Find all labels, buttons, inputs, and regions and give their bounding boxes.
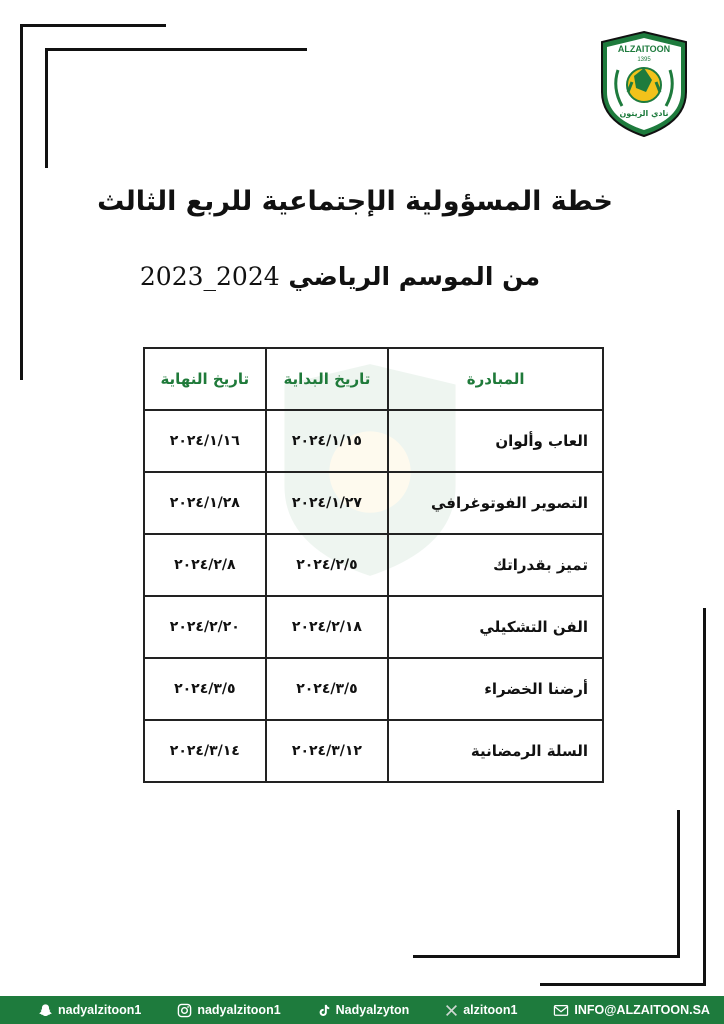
end-date-cell: ٢٠٢٤/٣/١٤ <box>144 720 266 782</box>
x-handle: alzitoon1 <box>463 1003 518 1017</box>
instagram-handle: nadyalzitoon1 <box>197 1003 281 1017</box>
season-years: 2023_2024 <box>139 262 280 291</box>
corner-line <box>677 810 680 958</box>
club-logo <box>596 30 692 138</box>
initiative-cell: تميز بقدراتك <box>388 534 603 596</box>
end-date-cell: ٢٠٢٤/٢/٢٠ <box>144 596 266 658</box>
start-date-cell: ٢٠٢٤/١/٢٧ <box>266 472 389 534</box>
initiative-cell: السلة الرمضانية <box>388 720 603 782</box>
footer-snapchat[interactable] <box>38 1003 141 1018</box>
header-start-date: تاريخ البداية <box>266 348 389 410</box>
corner-line <box>413 955 680 958</box>
contact-footer <box>0 996 724 1024</box>
corner-line <box>703 608 706 986</box>
end-date-cell: ٢٠٢٤/١/٢٨ <box>144 472 266 534</box>
start-date-cell: ٢٠٢٤/٣/٥ <box>266 658 389 720</box>
initiative-cell: التصوير الفوتوغرافي <box>388 472 603 534</box>
logo-name: ALZAITOON <box>617 44 671 54</box>
corner-line <box>45 48 48 168</box>
initiative-cell: العاب وألوان <box>388 410 603 472</box>
initiatives-table <box>143 347 604 783</box>
header-initiative: المبادرة <box>388 348 603 410</box>
table-row <box>144 720 603 782</box>
table-row <box>144 472 603 534</box>
start-date-cell: ٢٠٢٤/٢/٥ <box>266 534 389 596</box>
footer-x[interactable] <box>445 1003 517 1017</box>
start-date-cell: ٢٠٢٤/٣/١٢ <box>266 720 389 782</box>
email-address: INFO@ALZAITOON.SA <box>574 1003 710 1017</box>
instagram-icon <box>177 1003 192 1018</box>
footer-tiktok[interactable] <box>317 1003 410 1018</box>
corner-line <box>20 24 166 27</box>
corner-line <box>20 24 23 380</box>
logo-year: 1395 <box>637 57 651 63</box>
initiative-cell: الفن التشكيلي <box>388 596 603 658</box>
end-date-cell: ٢٠٢٤/٢/٨ <box>144 534 266 596</box>
end-date-cell: ٢٠٢٤/١/١٦ <box>144 410 266 472</box>
table-row <box>144 534 603 596</box>
tiktok-icon <box>317 1003 331 1018</box>
end-date-cell: ٢٠٢٤/٣/٥ <box>144 658 266 720</box>
tiktok-handle: Nadyalzyton <box>335 1003 410 1017</box>
start-date-cell: ٢٠٢٤/١/١٥ <box>266 410 389 472</box>
table-row <box>144 658 603 720</box>
table-row <box>144 410 603 472</box>
footer-instagram[interactable] <box>177 1003 280 1018</box>
logo-arabic: نادي الزيتون <box>619 109 669 118</box>
page-title: خطة المسؤولية الإجتماعية للربع الثالث <box>97 186 613 217</box>
table-row <box>144 596 603 658</box>
initiative-cell: أرضنا الخضراء <box>388 658 603 720</box>
header-end-date: تاريخ النهاية <box>144 348 266 410</box>
corner-line <box>540 983 706 986</box>
table-header-row <box>144 348 603 410</box>
corner-line <box>45 48 307 51</box>
x-icon <box>445 1004 458 1017</box>
snapchat-handle: nadyalzitoon1 <box>58 1003 142 1017</box>
footer-email[interactable] <box>553 1003 710 1017</box>
subtitle-text: من الموسم الرياضي <box>288 262 541 291</box>
snapchat-icon <box>38 1003 53 1018</box>
page-subtitle <box>100 262 580 291</box>
email-icon <box>553 1003 569 1017</box>
start-date-cell: ٢٠٢٤/٢/١٨ <box>266 596 389 658</box>
